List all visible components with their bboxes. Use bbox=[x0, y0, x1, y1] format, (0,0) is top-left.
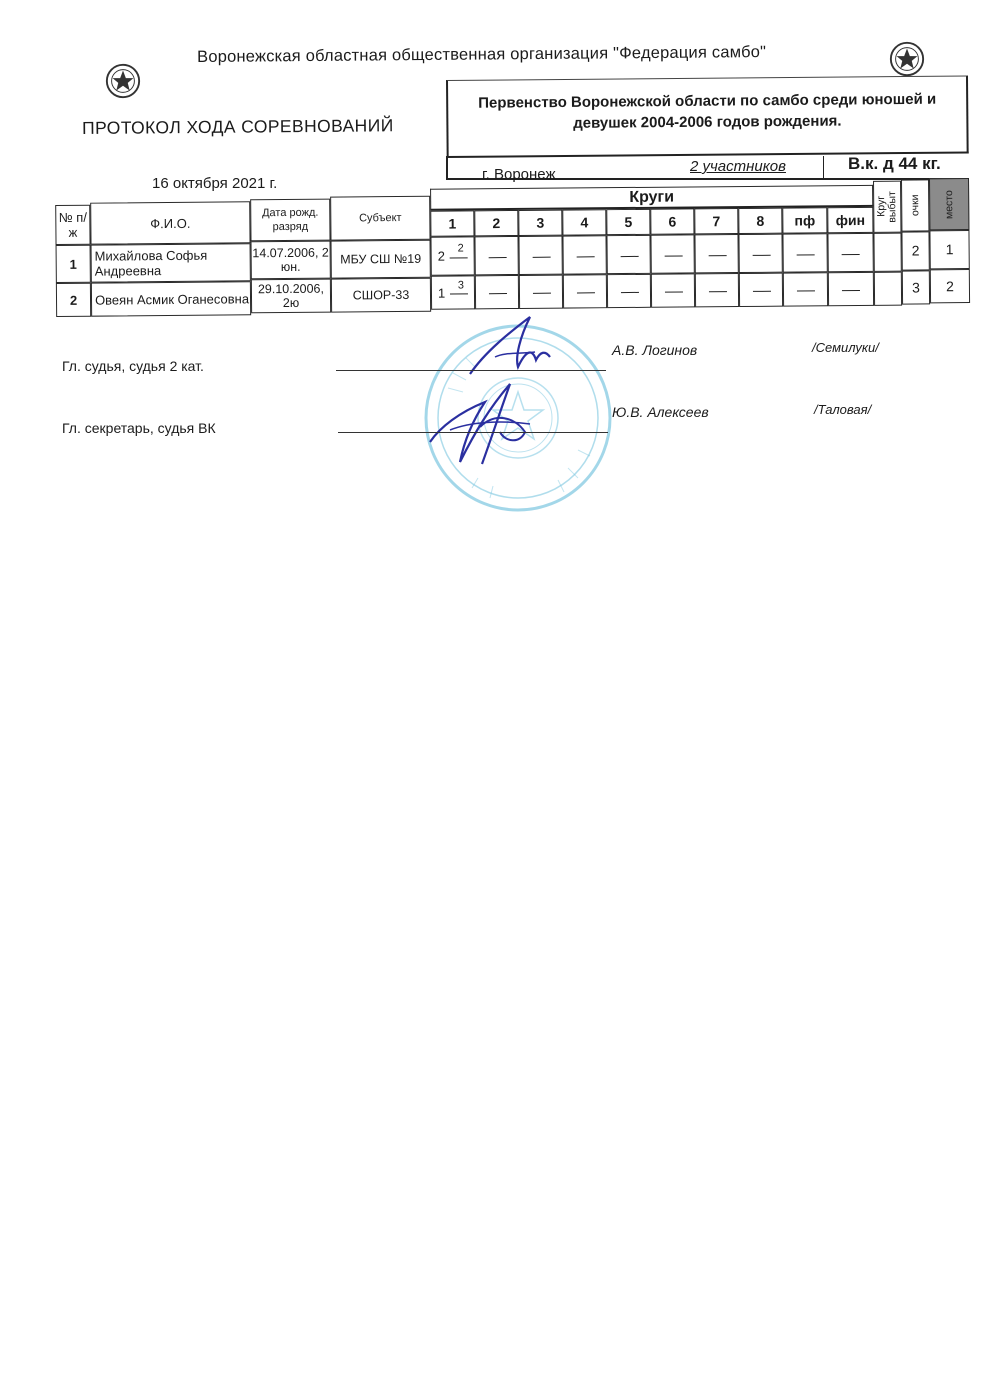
header-points: очки bbox=[901, 179, 929, 231]
participants-count: 2 участников bbox=[690, 158, 786, 175]
row1-final bbox=[827, 233, 873, 272]
row2-round8 bbox=[739, 273, 783, 307]
header-name: Ф.И.О. bbox=[90, 201, 250, 244]
row1-round1 bbox=[430, 236, 474, 275]
round-label-2: 2 bbox=[474, 210, 518, 236]
chief-secretary-label: Гл. секретарь, судья ВК bbox=[62, 420, 216, 436]
chief-judge-signature-line bbox=[336, 370, 606, 371]
round-label-6: 6 bbox=[650, 208, 694, 234]
round-label-1: 1 bbox=[430, 210, 474, 236]
row1-round1-score: 2 bbox=[437, 248, 445, 264]
row2-name: Овеян Асмик Оганесовна bbox=[91, 281, 251, 316]
row2-round6 bbox=[651, 273, 695, 307]
row1-round6 bbox=[650, 234, 694, 273]
row2-birth: 29.10.2006, 2ю bbox=[251, 279, 331, 314]
row2-points: 3 bbox=[902, 270, 930, 304]
row1-round8 bbox=[738, 234, 782, 273]
row2-round4 bbox=[563, 274, 607, 308]
chief-judge-name: А.В. Логинов bbox=[612, 342, 698, 358]
round-label-5: 5 bbox=[606, 209, 650, 235]
row1-semifinal bbox=[782, 233, 827, 272]
event-title-box bbox=[446, 75, 969, 158]
row1-elim-round bbox=[873, 233, 901, 272]
competition-city: г. Воронеж bbox=[482, 166, 556, 183]
protocol-title: ПРОТОКОЛ ХОДА СОРЕВНОВАНИЙ bbox=[82, 115, 394, 138]
chief-secretary-name: Ю.В. Алексеев bbox=[612, 404, 709, 420]
secretary-signature-icon bbox=[420, 372, 550, 472]
federation-logo-right-icon bbox=[888, 40, 926, 78]
row1-round4 bbox=[562, 235, 606, 274]
event-title-line1: Первенство Воронежской области по самбо среди юношей и bbox=[478, 90, 937, 112]
row1-round7 bbox=[694, 234, 738, 273]
round-label-3: 3 bbox=[518, 210, 562, 236]
event-title-line2: девушек 2004-2006 годов рождения. bbox=[573, 112, 842, 132]
row1-name: Михайлова Софья Андреевна bbox=[91, 243, 251, 282]
competition-table bbox=[55, 175, 976, 321]
row1-place: 1 bbox=[929, 230, 969, 269]
weight-class: В.к. д 44 кг. bbox=[848, 154, 941, 173]
header-elim-round: Круг выбыт bbox=[873, 181, 901, 233]
row2-num: 2 bbox=[56, 283, 91, 317]
round-label-semifinal: пф bbox=[782, 207, 827, 233]
chief-secretary-signature-line bbox=[338, 432, 608, 433]
row2-semifinal bbox=[783, 272, 828, 306]
round-label-final: фин bbox=[827, 207, 873, 233]
row1-points: 2 bbox=[901, 231, 929, 270]
row2-round7 bbox=[695, 273, 739, 307]
row2-round1 bbox=[431, 275, 475, 309]
chief-secretary-city: /Таловая/ bbox=[814, 402, 872, 417]
row2-elim-round bbox=[874, 272, 902, 306]
header-num: № п/ж bbox=[55, 205, 90, 245]
federation-logo-left-icon bbox=[104, 62, 142, 100]
row1-birth: 14.07.2006, 2 юн. bbox=[251, 241, 331, 280]
header-birth: Дата рожд. разряд bbox=[250, 199, 330, 242]
row2-round1-opponent: 3 bbox=[457, 279, 465, 292]
round-label-4: 4 bbox=[562, 209, 606, 235]
chief-judge-label: Гл. судья, судья 2 кат. bbox=[62, 358, 204, 374]
row2-round2 bbox=[475, 275, 519, 309]
organization-title: Воронежская областная общественная организация "Федерация самбо" bbox=[197, 43, 767, 66]
row2-place: 2 bbox=[930, 269, 970, 303]
competition-date: 16 октября 2021 г. bbox=[152, 175, 278, 192]
row2-round3 bbox=[519, 275, 563, 309]
row1-round2 bbox=[474, 236, 518, 275]
row1-round3 bbox=[518, 236, 562, 275]
row2-subject: СШОР-33 bbox=[331, 278, 431, 313]
row1-subject: МБУ СШ №19 bbox=[331, 240, 431, 279]
row2-round1-score: 1 bbox=[437, 285, 446, 301]
header-place: место bbox=[929, 178, 969, 230]
row1-round5 bbox=[606, 235, 650, 274]
round-label-8: 8 bbox=[738, 208, 782, 234]
row1-num: 1 bbox=[56, 245, 91, 283]
round-label-7: 7 bbox=[694, 208, 738, 234]
header-rounds: Круги bbox=[430, 185, 873, 211]
row1-round1-opponent: 2 bbox=[457, 242, 464, 255]
row2-round5 bbox=[607, 274, 651, 308]
row2-final bbox=[828, 272, 874, 306]
header-subject: Субъект bbox=[330, 196, 430, 241]
chief-judge-city: /Семилуки/ bbox=[812, 340, 879, 355]
